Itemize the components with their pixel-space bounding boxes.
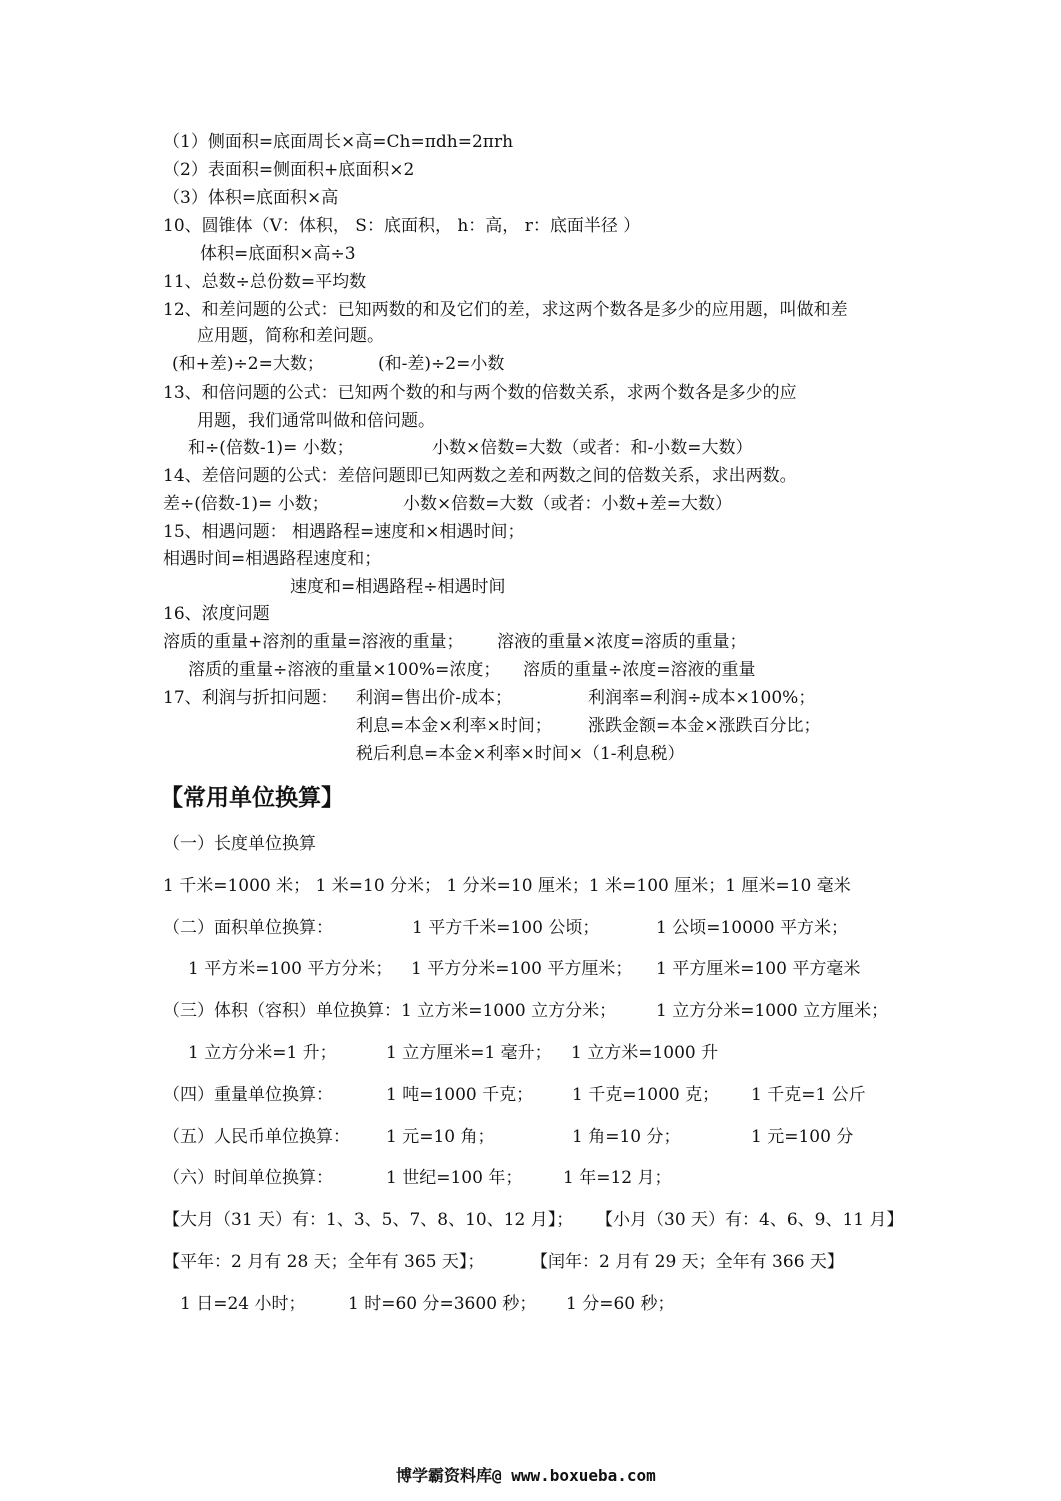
- unit-line: 1 平方千米=100 公顷；: [412, 918, 600, 938]
- formula-line: 利润=售出价-成本；: [356, 688, 512, 708]
- formula-line: 用题，我们通常叫做和倍问题。: [197, 411, 435, 431]
- formula-line: 利润率=利润÷成本×100%；: [588, 688, 816, 708]
- formula-line: 涨跌金额=本金×涨跌百分比；: [588, 716, 821, 736]
- unit-line: 1 千米=1000 米； 1 米=10 分米； 1 分米=10 厘米；1 米=100 厘米；1 厘米=10 毫米: [163, 876, 851, 896]
- formula-line: 小数×倍数=大数（或者：和-小数=大数）: [432, 438, 753, 458]
- formula-line: 相遇时间=相遇路程速度和；: [163, 549, 382, 569]
- formula-line: 14、差倍问题的公式：差倍问题即已知两数之差和两数之间的倍数关系，求出两数。: [163, 466, 797, 486]
- unit-line: （四）重量单位换算：: [163, 1085, 333, 1105]
- formula-line: 17、利润与折扣问题：: [163, 688, 338, 708]
- unit-line: 【平年：2 月有 28 天；全年有 365 天】；: [163, 1252, 485, 1272]
- formula-line: 利息=本金×利率×时间；: [356, 716, 552, 736]
- unit-line: 1 分=60 秒；: [566, 1294, 675, 1314]
- unit-line: 1 角=10 分；: [572, 1127, 681, 1147]
- formula-line: (和+差)÷2=大数；: [172, 354, 324, 374]
- formula-line: 溶质的重量+溶剂的重量=溶液的重量；: [163, 632, 464, 652]
- unit-line: 1 元=10 角；: [386, 1127, 495, 1147]
- unit-line: （二）面积单位换算：: [163, 918, 333, 938]
- unit-line: （三）体积（容积）单位换算：1 立方米=1000 立方分米；: [163, 1001, 617, 1021]
- formula-line: （3）体积=底面积×高: [163, 188, 339, 208]
- formula-line: 小数×倍数=大数（或者：小数+差=大数）: [403, 494, 732, 514]
- unit-line: （五）人民币单位换算：: [163, 1127, 350, 1147]
- unit-line: 1 世纪=100 年；: [386, 1168, 523, 1188]
- formula-line: 溶质的重量÷溶液的重量×100%=浓度；: [188, 660, 501, 680]
- formula-line: (和-差)÷2=小数: [378, 354, 505, 374]
- formula-line: 体积=底面积×高÷3: [200, 244, 356, 264]
- formula-line: 11、总数÷总份数=平均数: [163, 272, 367, 292]
- formula-line: 16、浓度问题: [163, 604, 270, 624]
- unit-line: 1 时=60 分=3600 秒；: [348, 1294, 537, 1314]
- formula-line: 溶质的重量÷浓度=溶液的重量: [523, 660, 756, 680]
- formula-line: 13、和倍问题的公式：已知两个数的和与两个数的倍数关系，求两个数各是多少的应: [163, 383, 797, 403]
- formula-line: （1）侧面积=底面周长×高=Ch=πdh=2πrh: [163, 132, 514, 152]
- formula-line: 和÷(倍数-1)= 小数；: [188, 438, 354, 458]
- unit-line: 1 立方分米=1 升；: [188, 1043, 337, 1063]
- formula-line: 应用题，简称和差问题。: [197, 326, 384, 346]
- unit-line: 1 立方分米=1000 立方厘米；: [656, 1001, 889, 1021]
- unit-line: 1 千克=1 公斤: [751, 1085, 866, 1105]
- unit-line: 1 吨=1000 千克；: [386, 1085, 534, 1105]
- unit-line: 【小月（30 天）有：4、6、9、11 月】: [596, 1210, 904, 1230]
- unit-line: 1 平方厘米=100 平方毫米: [656, 959, 861, 979]
- formula-line: 10、圆锥体（V：体积， S：底面积， h：高， r：底面半径 ）: [163, 216, 641, 236]
- unit-line: （六）时间单位换算：: [163, 1168, 333, 1188]
- unit-line: 【闰年：2 月有 29 天；全年有 366 天】: [531, 1252, 844, 1272]
- formula-line: 15、相遇问题： 相遇路程=速度和×相遇时间；: [163, 522, 525, 542]
- unit-line: 1 千克=1000 克；: [572, 1085, 720, 1105]
- unit-line: 1 立方米=1000 升: [571, 1043, 719, 1063]
- unit-line: 1 平方分米=100 平方厘米；: [411, 959, 633, 979]
- formula-line: 速度和=相遇路程÷相遇时间: [290, 577, 506, 597]
- unit-line: 1 立方厘米=1 毫升；: [386, 1043, 552, 1063]
- unit-line: 1 年=12 月；: [563, 1168, 672, 1188]
- formula-line: 12、和差问题的公式：已知两数的和及它们的差，求这两个数各是多少的应用题，叫做和差: [163, 300, 848, 320]
- formula-line: （2）表面积=侧面积+底面积×2: [163, 160, 415, 180]
- formula-line: 溶液的重量×浓度=溶质的重量；: [497, 632, 747, 652]
- section-heading: 【常用单位换算】: [160, 785, 344, 811]
- formula-line: 税后利息=本金×利率×时间×（1-利息税）: [356, 744, 685, 764]
- unit-line: （一）长度单位换算: [163, 834, 316, 854]
- unit-line: 1 日=24 小时；: [180, 1294, 306, 1314]
- formula-line: 差÷(倍数-1)= 小数；: [163, 494, 329, 514]
- footer-watermark: 博学霸资料库@ www.boxueba.com: [396, 1466, 656, 1485]
- unit-line: 1 公顷=10000 平方米；: [656, 918, 848, 938]
- unit-line: 【大月（31 天）有：1、3、5、7、8、10、12 月】；: [163, 1210, 574, 1230]
- unit-line: 1 平方米=100 平方分米；: [188, 959, 393, 979]
- unit-line: 1 元=100 分: [751, 1127, 854, 1147]
